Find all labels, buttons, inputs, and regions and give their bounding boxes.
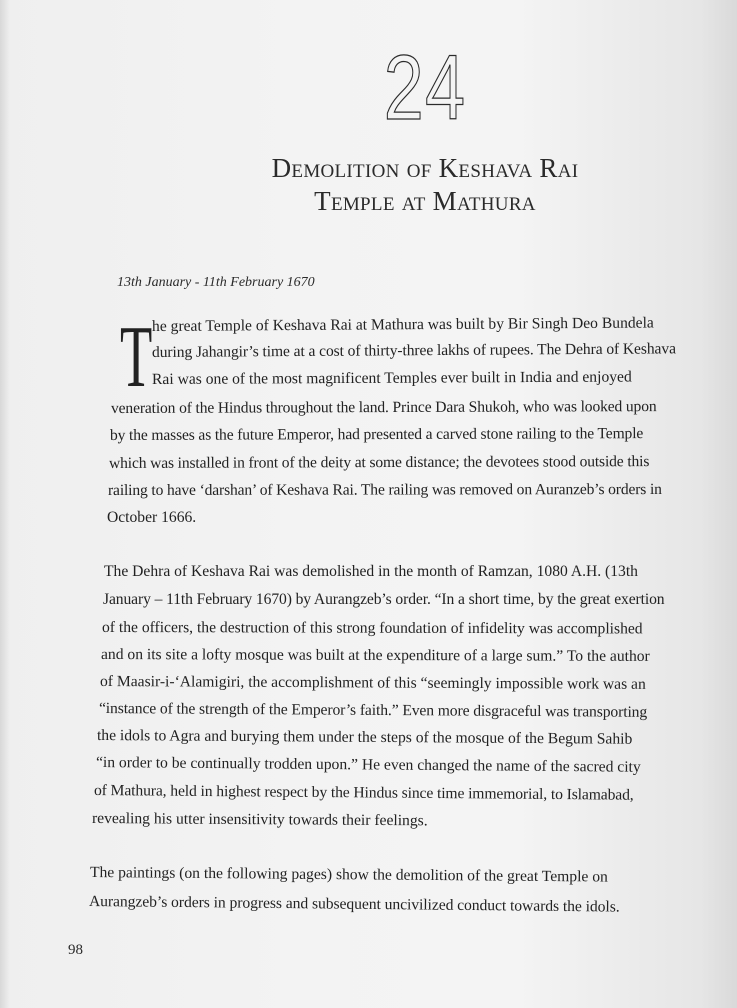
paragraph-line: and on its site a lofty mosque was built at the expenditure of a large sum.” To the author [100,646,650,665]
paragraph-line: he great Temple of Keshava Rai at Mathura was built by Bir Singh Deo Bundela [151,314,654,335]
paragraph-line: “in order to be continually trodden upon.” He even changed the name of the sacred city [95,754,641,776]
paragraph-line: October 1666. [107,509,197,526]
paragraph-line: which was installed in front of the deity at some distance; the devotees stood outside this [108,453,650,472]
paragraph-line: Rai was one of the most magnificent Temples ever built in India and enjoyed [151,368,632,388]
chapter-number: 24 [383,37,467,139]
paragraph-line: The Dehra of Keshava Rai was demolished in the month of Ramzan, 1080 A.H. (13th [104,563,638,580]
date-range: 13th January - 11th February 1670 [117,275,315,290]
paragraph-line: Aurangzeb’s orders in progress and subsequent uncivilized conduct towards the idols. [88,893,620,916]
paragraph-line: during Jahangir’s time at a cost of thirty-three lakhs of rupees. The Dehra of Keshava [151,340,676,361]
paragraph-line: of the officers, the destruction of this strong foundation of infidelity was accomplished [101,619,643,638]
paragraph-line: the idols to Agra and burying them under the steps of the mosque of the Begum Sahib [96,727,633,748]
chapter-title-line-2: Temple at Mathura [314,186,536,216]
paragraph-line: of Maasir-i-‘Alamigiri, the accomplishment of this “seemingly impossible work was an [99,673,646,693]
paragraph-line: railing to have ‘darshan’ of Keshava Rai. The railing was removed on Auranzeb’s orders in [107,481,662,499]
drop-cap: T [120,309,153,406]
paragraph-line: The paintings (on the following pages) show the demolition of the great Temple on [89,864,608,886]
paragraph-line: January – 11th February 1670) by Aurangzeb’s order. “In a short time, by the great exertion [103,591,665,608]
paragraph-line: by the masses as the future Emperor, had presented a carved stone railing to the Temple [109,425,644,444]
page-number: 98 [68,942,83,958]
chapter-title-line-1: Demolition of Keshava Rai [271,153,579,183]
paragraph-line: of Mathura, held in highest respect by the Hindus since time immemorial, to Islamabad, [93,782,634,804]
paragraph-line: revealing his utter insensitivity towards their feelings. [91,810,428,830]
paragraph-line: veneration of the Hindus throughout the land. Prince Dara Shukoh, who was looked upon [110,398,657,417]
paragraph-line: “instance of the strength of the Emperor’s faith.” Even more disgraceful was transporting [98,700,648,721]
